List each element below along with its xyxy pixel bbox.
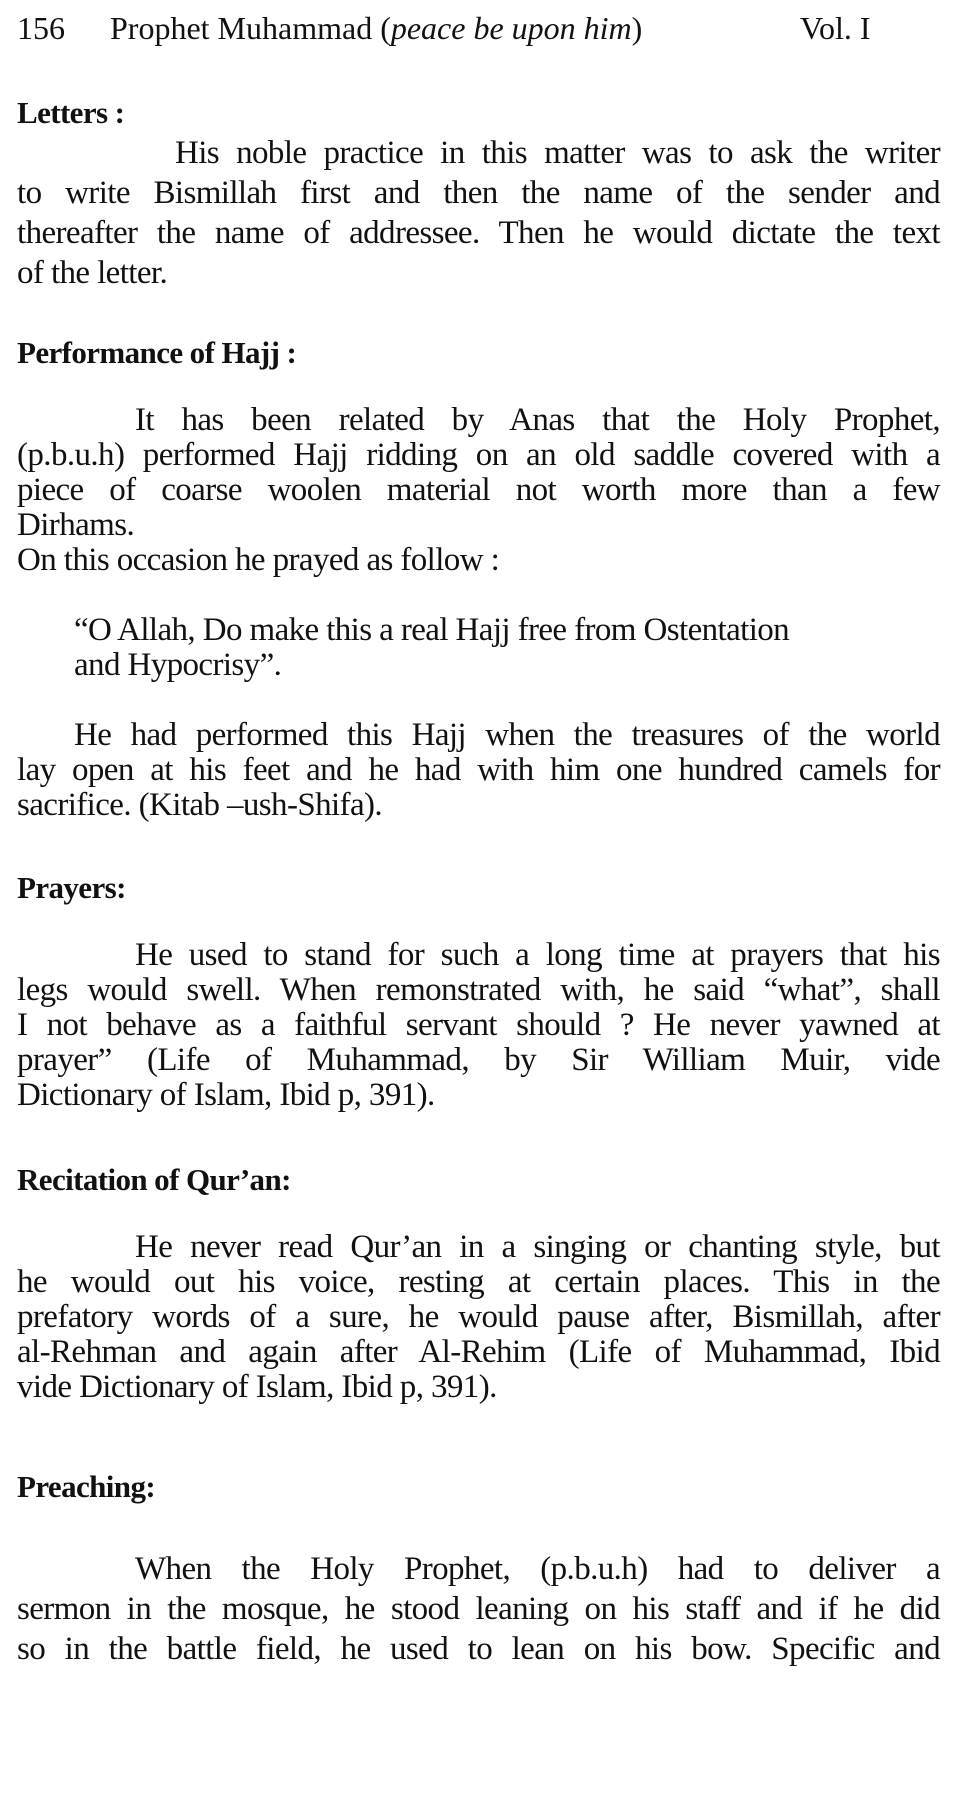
text-line: prefatory words of a sure, he would pause after, Bismillah, after xyxy=(17,1299,940,1335)
paragraph-prayers xyxy=(17,938,940,1113)
text-line: He had performed this Hajj when the treasures of the world xyxy=(74,717,940,753)
section-heading-prayers: Prayers: xyxy=(17,870,126,905)
text-line: Dictionary of Islam, Ibid p, 391). xyxy=(17,1077,435,1113)
book-title-suffix: ) xyxy=(631,10,643,46)
text-line: His noble practice in this matter was to ask the writer xyxy=(175,135,940,171)
section-heading-preaching: Preaching: xyxy=(17,1469,156,1504)
paragraph-recitation xyxy=(17,1230,940,1405)
section-heading-recitation: Recitation of Qur’an: xyxy=(17,1162,291,1197)
text-line: I not behave as a faithful servant should ? He never yawned at xyxy=(17,1007,940,1043)
text-line: He used to stand for such a long time at prayers that his xyxy=(135,937,940,973)
text-line: piece of coarse woolen material not worth more than a few xyxy=(17,472,940,508)
text-line: vide Dictionary of Islam, Ibid p, 391). xyxy=(17,1369,497,1405)
text-line: lay open at his feet and he had with him one hundred camels for xyxy=(17,752,940,788)
page-number: 156 xyxy=(17,10,65,46)
paragraph-letters xyxy=(17,133,940,293)
text-line: On this occasion he prayed as follow : xyxy=(17,542,500,578)
text-line: to write Bismillah first and then the name of the sender and xyxy=(17,175,940,211)
text-line: thereafter the name of addressee. Then he would dictate the text xyxy=(17,215,940,251)
volume-label: Vol. I xyxy=(800,10,871,46)
text-line: (p.b.u.h) performed Hajj ridding on an old saddle covered with a xyxy=(17,437,940,473)
text-line: Dirhams. xyxy=(17,507,135,543)
prayer-quote xyxy=(17,613,940,683)
text-line: It has been related by Anas that the Holy Prophet, xyxy=(135,402,940,438)
text-line: prayer” (Life of Muhammad, by Sir William Muir, vide xyxy=(17,1042,940,1078)
text-line: legs would swell. When remonstrated with, he said “what”, shall xyxy=(17,972,940,1008)
running-header xyxy=(17,0,940,56)
text-line: He never read Qur’an in a singing or chanting style, but xyxy=(135,1229,940,1265)
text-line: he would out his voice, resting at certain places. This in the xyxy=(17,1264,940,1300)
text-line: al-Rehman and again after Al-Rehim (Life of Muhammad, Ibid xyxy=(17,1334,940,1370)
book-title xyxy=(110,0,642,56)
text-line: so in the battle field, he used to lean on his bow. Specific and xyxy=(17,1631,940,1667)
paragraph-hajj xyxy=(17,403,940,578)
quote-line: “O Allah, Do make this a real Hajj free from Ostentation xyxy=(74,612,790,648)
document-page xyxy=(17,0,940,1669)
section-heading-letters: Letters : xyxy=(17,95,125,130)
quote-line: and Hypocrisy”. xyxy=(74,647,282,683)
paragraph-hajj-after xyxy=(17,718,940,823)
book-title-text: Prophet Muhammad ( xyxy=(110,10,391,46)
text-line: sermon in the mosque, he stood leaning on his staff and if he did xyxy=(17,1591,940,1627)
text-line: of the letter. xyxy=(17,255,168,291)
section-heading-hajj: Performance of Hajj : xyxy=(17,335,297,370)
book-title-italic: peace be upon him xyxy=(390,10,632,46)
text-line: When the Holy Prophet, (p.b.u.h) had to deliver a xyxy=(135,1551,940,1587)
paragraph-preaching xyxy=(17,1549,940,1669)
text-line: sacrifice. (Kitab –ush-Shifa). xyxy=(17,787,383,823)
